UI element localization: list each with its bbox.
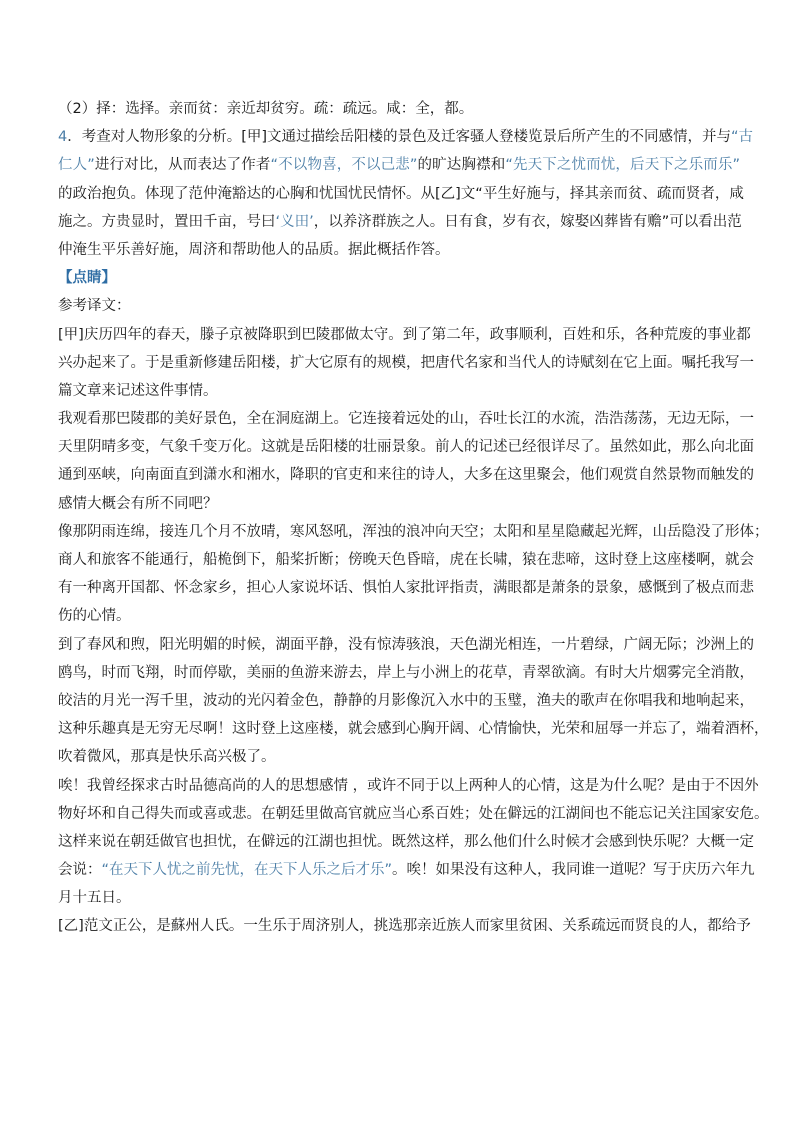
text-line xyxy=(58,631,754,659)
text-line xyxy=(58,518,769,546)
text-run: 。唉！如果没有这种人，我同谁一道呢？写于庆历六年九 xyxy=(392,862,755,879)
text-line xyxy=(58,800,769,828)
quoted-text: “先天下之忧而忧，后天下之乐而乐” xyxy=(505,157,741,174)
text-line xyxy=(58,377,740,405)
text-run: 通到巫峡，向南面直到潇水和湘水，降职的官吏和来往的诗人，大多在这里聚会，他们观赏自然景物而触发的 xyxy=(58,467,754,484)
text-line xyxy=(58,151,740,179)
text-run: 唉！我曾经探求古时品德高尚的人的思想感情 ，或许不同于以上两种人的心情，这是为什么呢？是由于不因外 xyxy=(58,777,759,794)
text-run: 鸥鸟，时而飞翔，时而停歇，美丽的鱼游来游去，岸上与小洲上的花草，青翠欲滴。有时大片烟雾完全消散， xyxy=(58,664,754,681)
text-run: 吹着微风，那真是快乐高兴极了。 xyxy=(58,749,276,766)
text-run: [乙]范文正公，是蘇州人氏。一生乐于周济别人，挑选那亲近族人而家里贫困、关系疏远而贤良的人，都给予 xyxy=(58,918,751,935)
text-run: 这种乐趣真是无穷无尽啊！这时登上这座楼，就会感到心胸开阔、心情愉快，光荣和屈辱一并忘了，端着酒杯， xyxy=(58,721,769,738)
text-run: 像那阴雨连绵，接连几个月不放晴，寒风怒吼，浑浊的浪冲向天空；太阳和星星隐藏起光辉，山岳隐没了形体； xyxy=(58,523,769,540)
text-run: [甲]庆历四年的春天，滕子京被降职到巴陵郡做太守。到了第二年，政事顺利，百姓和乐，各种荒废的事业都 xyxy=(58,326,751,343)
text-run: 会说： xyxy=(58,862,102,879)
text-run: 参考译文： xyxy=(58,298,131,315)
text-line xyxy=(58,856,755,884)
text-run: 施之。方贵显时，置田千亩，号曰 xyxy=(58,213,276,230)
quoted-text: “古 xyxy=(731,129,754,146)
text-line xyxy=(58,828,754,856)
text-run: （2）择：选择。亲而贫：亲近却贫穷。疏：疏远。咸：全，都。 xyxy=(58,101,474,117)
text-run: 到了春风和煦，阳光明媚的时候，湖面平静，没有惊涛骇浪，天色湖光相连，一片碧绿，广阔无际；沙洲上的 xyxy=(58,636,754,653)
text-line xyxy=(58,123,754,151)
text-run: 感情大概会有所不同吧？ xyxy=(58,495,218,512)
quoted-text: 仁人” xyxy=(58,157,95,174)
text-line xyxy=(58,912,751,940)
quoted-text: “在天下人忧之前先忧，在天下人乐之后才乐” xyxy=(101,862,393,879)
text-line xyxy=(58,321,751,349)
text-line xyxy=(58,602,740,630)
text-line xyxy=(58,349,754,377)
text-line xyxy=(58,659,754,687)
text-line xyxy=(58,208,740,236)
text-run: 的旷达胸襟和 xyxy=(417,157,506,174)
text-run: 有一种离开国都、怀念家乡，担心人家说坏话、惧怕人家批评指责，满眼都是萧条的景象，感慨到了极点而悲 xyxy=(58,580,754,597)
text-line xyxy=(58,405,754,433)
text-run: 皎洁的月光一泻千里，波动的光闪着金色，静静的月影像沉入水中的玉璧，渔夫的歌声在你唱我和地响起来， xyxy=(58,692,754,709)
text-run: 兴办起来了。于是重新修建岳阳楼，扩大它原有的规模，把唐代名家和当代人的诗赋刻在它上面。嘱托我写一 xyxy=(58,354,754,371)
text-line xyxy=(58,461,754,489)
text-line xyxy=(58,772,759,800)
text-line xyxy=(58,546,754,574)
text-line xyxy=(58,264,740,292)
text-run: 4 xyxy=(58,129,68,146)
quoted-text: ‘义田’ xyxy=(275,213,314,230)
text-line xyxy=(58,687,754,715)
text-line xyxy=(58,180,744,208)
text-line xyxy=(58,574,754,602)
text-line xyxy=(58,884,740,912)
text-run: 篇文章来记述这件事情。 xyxy=(58,382,218,399)
text-run: 伤的心情。 xyxy=(58,608,131,625)
text-run: 商人和旅客不能通行，船桅倒下，船桨折断；傍晚天色昏暗，虎在长啸，猿在悲啼，这时登上这座楼啊，就会 xyxy=(58,552,754,568)
text-line xyxy=(58,236,740,264)
text-run: ．考查对人物形象的分析。[甲]文通过描绘岳阳楼的景色及迁客骚人登楼览景后所产生的不同感情，并与 xyxy=(67,129,732,146)
text-line xyxy=(58,292,740,320)
text-run: 我观看那巴陵郡的美好景色，全在洞庭湖上。它连接着远处的山，吞吐长江的水流，浩浩荡荡，无边无际，一 xyxy=(58,411,754,428)
text-run: 仲淹生平乐善好施，周济和帮助他人的品质。据此概括作答。 xyxy=(58,241,450,258)
text-line xyxy=(58,743,740,771)
text-run: 这样来说在朝廷做官也担忧，在僻远的江湖也担忧。既然这样，那么他们什么时候才会感到快乐呢？大概一定 xyxy=(58,833,754,850)
text-run: 的政治抱负。体现了范仲淹豁达的心胸和忧国忧民情怀。从[乙]文“平生好施与，择其亲而贫、疏而贤者，咸 xyxy=(58,185,744,202)
text-run: 进行对比，从而表达了作者 xyxy=(94,157,271,174)
document-page xyxy=(58,95,769,941)
text-line xyxy=(58,433,754,461)
text-run: 月十五日。 xyxy=(58,890,131,907)
text-line xyxy=(58,95,740,123)
section-heading: 【点睛】 xyxy=(58,270,116,287)
text-run: 物好坏和自己得失而或喜或悲。在朝廷里做高官就应当心系百姓；处在僻远的江湖间也不能忘记关注国家安危。 xyxy=(58,805,769,822)
text-line xyxy=(58,715,769,743)
text-line xyxy=(58,490,740,518)
text-run: 天里阴晴多变，气象千变万化。这就是岳阳楼的壮丽景象。前人的记述已经很详尽了。虽然如此，那么向北面 xyxy=(58,439,754,456)
text-run: ，以养济群族之人。日有食，岁有衣，嫁娶凶葬皆有赡”可以看出范 xyxy=(313,213,742,230)
quoted-text: “不以物喜，不以己悲” xyxy=(270,157,418,174)
